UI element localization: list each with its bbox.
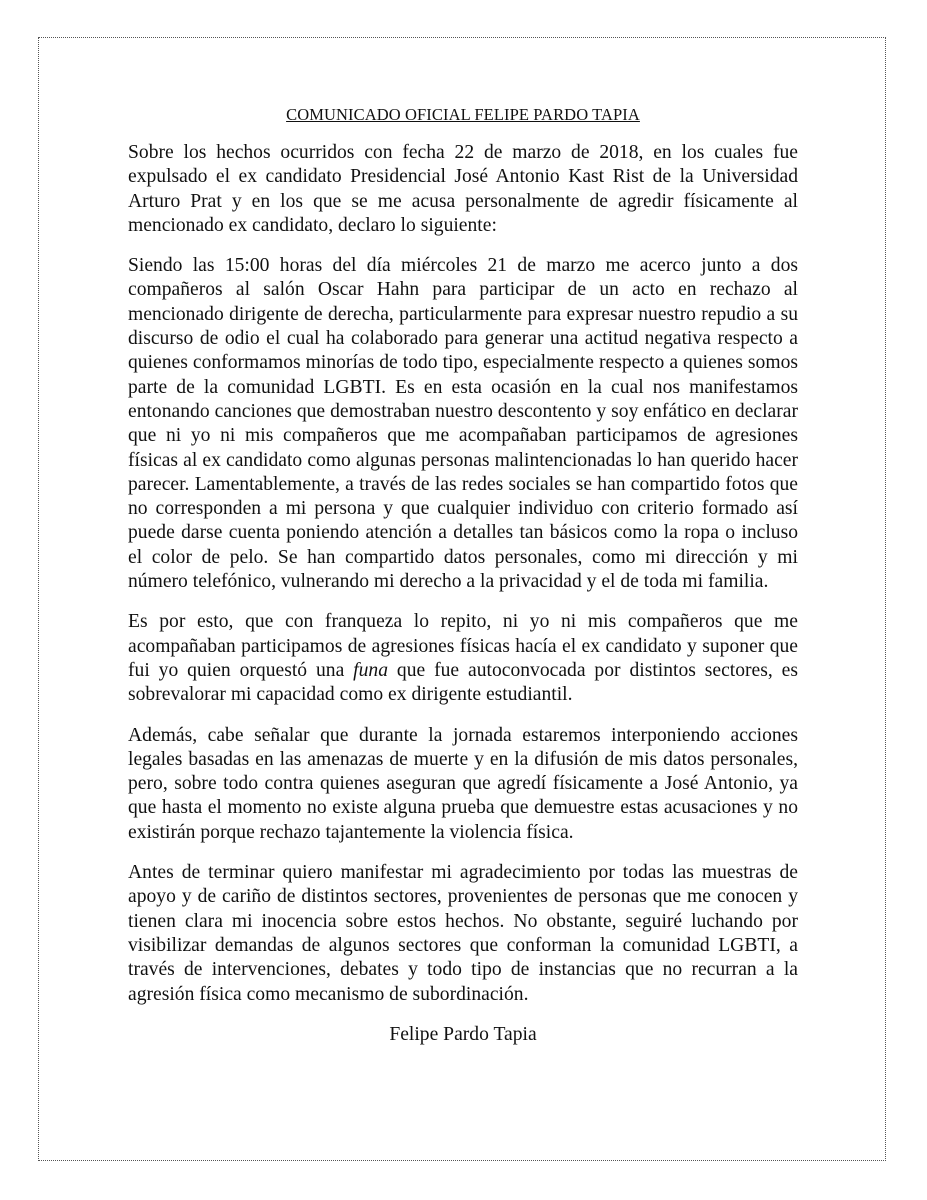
document-title: COMUNICADO OFICIAL FELIPE PARDO TAPIA [286,105,640,124]
paragraph-legal-actions: Además, cabe señalar que durante la jornada estaremos interponiendo acciones legales basadas en las amenazas de muerte y en la difusión de mis datos personales, pero, sobre todo contra quienes aseguran que agredí físicamente a José Antonio, ya que hasta el momento no existe alguna prueba que demuestre estas acusaciones y no existirán porque rechazo tajantemente la violencia física. [128,724,798,843]
emphasized-word: funa [353,659,389,681]
paragraph-intro: Sobre los hechos ocurridos con fecha 22 de marzo de 2018, en los cuales fue expulsado el ex candidato Presidencial José Antonio Kast Rist de la Universidad Arturo Prat y en los que se me acusa personalmente de agredir físicamente al mencionado ex candidato, declaro lo siguiente: [128,142,798,236]
signature: Felipe Pardo Tapia [389,1023,537,1045]
paragraph-account: Siendo las 15:00 horas del día miércoles 21 de marzo me acerco junto a dos compañeros al salón Oscar Hahn para participar de un acto en rechazo al mencionado dirigente de derecha, particularmente para expresar nuestro repudio a su discurso de odio el cual ha colaborado para generar una actitud negativa respecto a quienes conformamos minorías de todo tipo, especialmente respecto a quienes somos parte de la comunidad LGBTI. Es en esta ocasión en la cual nos manifestamos entonando canciones que demostraban nuestro descontento y soy enfático en declarar que ni yo ni mis compañeros que me acompañaban participamos de agresiones físicas al ex candidato como algunas personas malintencionadas lo han querido hacer parecer. Lamentablemente, a través de las redes sociales se han compartido fotos que no corresponden a mi persona y que cualquier individuo con criterio formado así puede darse cuenta poniendo atención a detalles tan básicos como la ropa o incluso el color de pelo. Se han compartido datos personales, como mi dirección y mi número telefónico, vulnerando mi derecho a la privacidad y el de toda mi familia. [128,255,798,593]
paragraph-denial-text-before: Es por esto, que con franqueza lo repito, ni yo ni mis compañeros que me acompañaban participamos de agresiones físicas hacía el ex candidato y suponer que fui yo quien orquestó una [128,611,798,681]
paragraph-closing: Antes de terminar quiero manifestar mi agradecimiento por todas las muestras de apoyo y de cariño de distintos sectores, provenientes de personas que me conocen y tienen clara mi inocencia sobre estos hechos. No obstante, seguiré luchando por visibilizar demandas de algunos sectores que conforman la comunidad LGBTI, a través de intervenciones, debates y todo tipo de instancias que no recurran a la agresión física como mecanismo de subordinación. [128,862,798,1005]
document-body [128,103,798,1047]
paragraph-denial-text-after: que fue autoconvocada por distintos sectores, es sobrevalorar mi capacidad como ex dirigente estudiantil. [128,659,798,706]
paragraph-denial [128,610,798,707]
